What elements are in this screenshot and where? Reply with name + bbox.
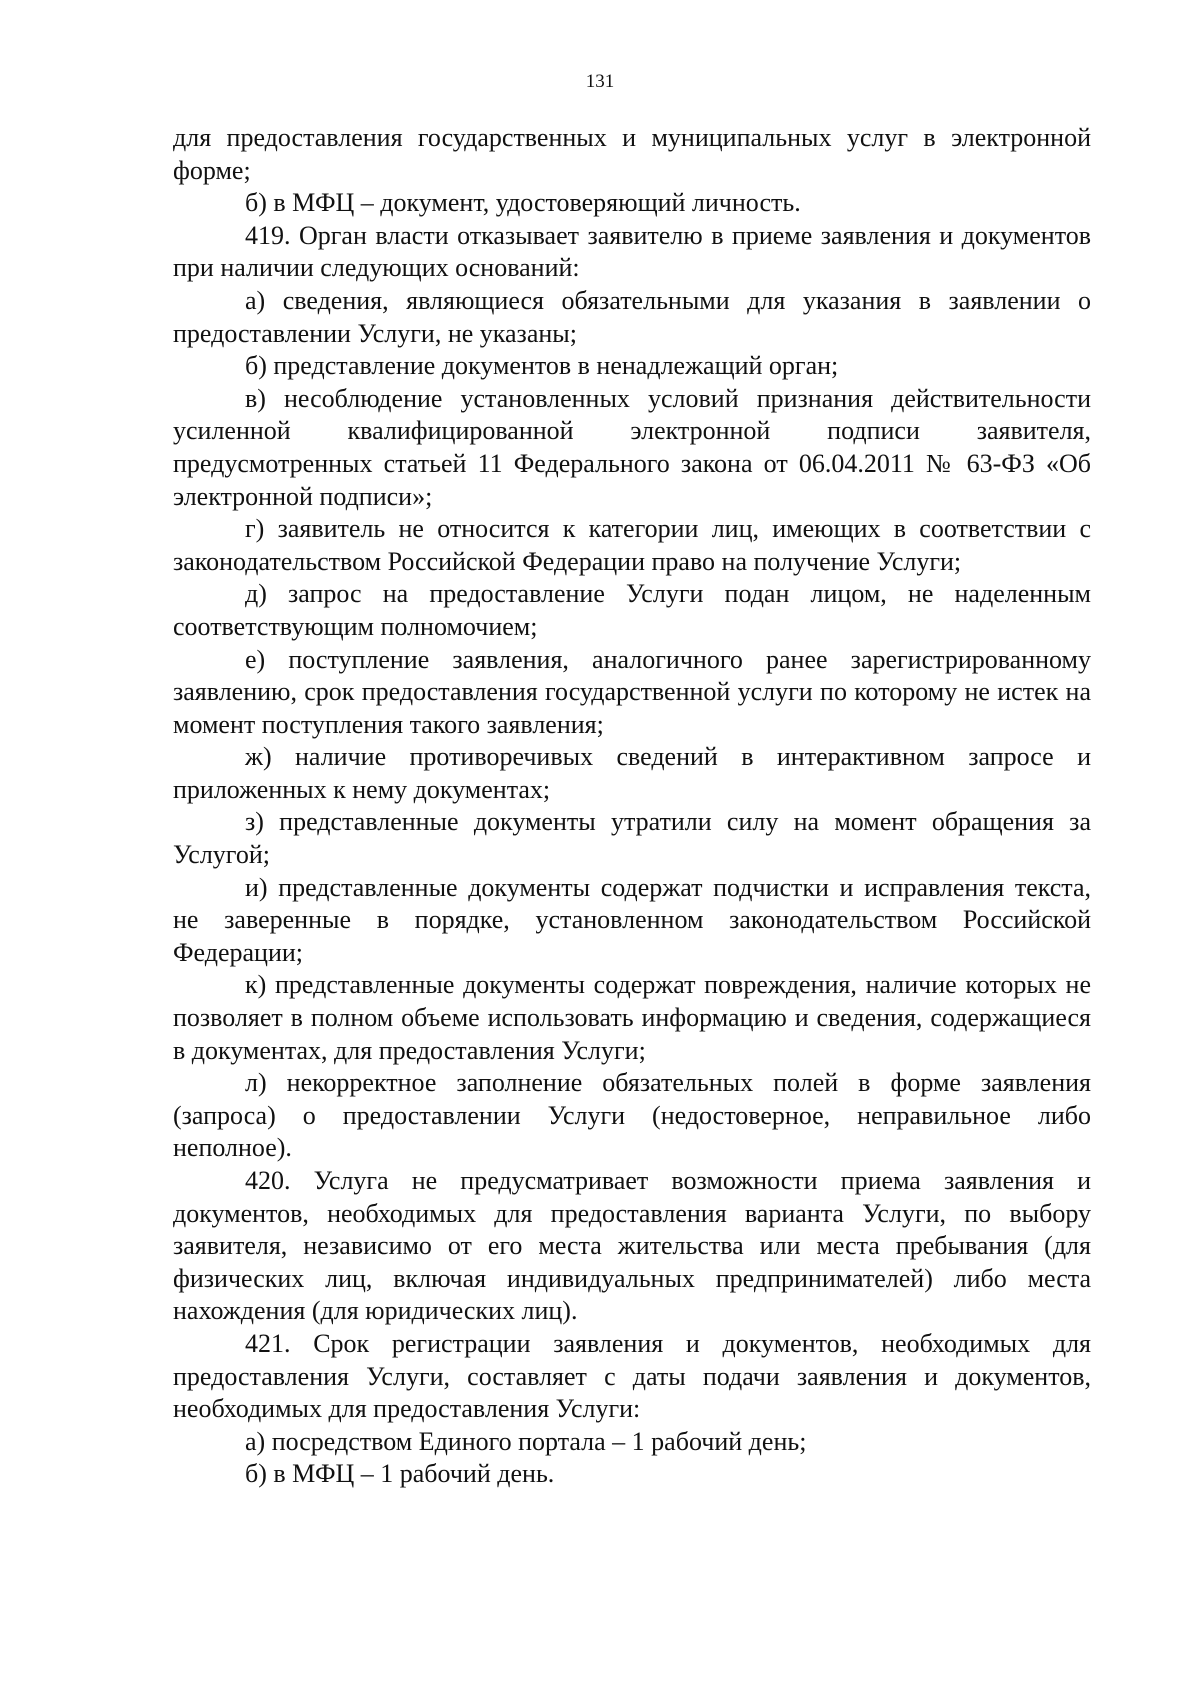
paragraph-item-i: и) представленные документы содержат подчистки и исправления текста, не заверенные в порядке, установленном законодательством Российской Федерации; <box>173 872 1091 967</box>
paragraph-continuation: для предоставления государственных и муниципальных услуг в электронной форме; <box>173 123 1091 185</box>
paragraph-item-l: л) некорректное заполнение обязательных полей в форме заявления (запроса) о предоставлении Услуги (недостоверное, неправильное либо неполное). <box>173 1068 1091 1163</box>
paragraph-item-zh: ж) наличие противоречивых сведений в интерактивном запросе и приложенных к нему документах; <box>173 742 1091 804</box>
paragraph-item-z: з) представленные документы утратили силу на момент обращения за Услугой; <box>173 807 1091 870</box>
paragraph-item-g: г) заявитель не относится к категории лиц, имеющих в соответствии с законодательством Российской Федерации право на получение Услуги; <box>173 514 1091 576</box>
paragraph-item-b-mfc-day: б) в МФЦ – 1 рабочий день. <box>245 1459 555 1489</box>
paragraph-item-k: к) представленные документы содержат повреждения, наличие которых не позволяет в полном объеме использовать информацию и сведения, содержащиеся в документах, для предоставления Услуги; <box>173 970 1091 1065</box>
document-body <box>173 122 1091 1491</box>
paragraph-item-a-portal: а) посредством Единого портала – 1 рабочий день; <box>245 1426 807 1456</box>
paragraph-item-v: в) несоблюдение установленных условий признания действительности усиленной квалифицированной электронной подписи заявителя, предусмотренных статьей 11 Федерального закона от 06.04.2011 № 63-ФЗ «Об электронной подписи»; <box>173 383 1091 511</box>
paragraph-419: 419. Орган власти отказывает заявителю в приеме заявления и документов при наличии следующих оснований: <box>173 220 1091 283</box>
paragraph-item-a: а) сведения, являющиеся обязательными для указания в заявлении о предоставлении Услуги, не указаны; <box>173 285 1091 348</box>
page-number: 131 <box>585 71 615 92</box>
paragraph-421: 421. Срок регистрации заявления и документов, необходимых для предоставления Услуги, составляет с даты подачи заявления и документов, необходимых для предоставления Услуги: <box>173 1328 1091 1424</box>
paragraph-420: 420. Услуга не предусматривает возможности приема заявления и документов, необходимых для предоставления варианта Услуги, по выбору заявителя, независимо от его места жительства или места пребывания (для физических лиц, включая индивидуальных предпринимателей) либо места нахождения (для юридических лиц). <box>173 1166 1091 1326</box>
paragraph-item-b: б) представление документов в ненадлежащий орган; <box>245 351 839 381</box>
paragraph-item-e: е) поступление заявления, аналогичного ранее зарегистрированному заявлению, срок предоставления государственной услуги по которому не истек на момент поступления такого заявления; <box>173 644 1091 739</box>
paragraph-item-b-mfc-identity: б) в МФЦ – документ, удостоверяющий личность. <box>245 188 801 218</box>
paragraph-item-d: д) запрос на предоставление Услуги подан лицом, не наделенным соответствующим полномочием; <box>173 579 1091 641</box>
